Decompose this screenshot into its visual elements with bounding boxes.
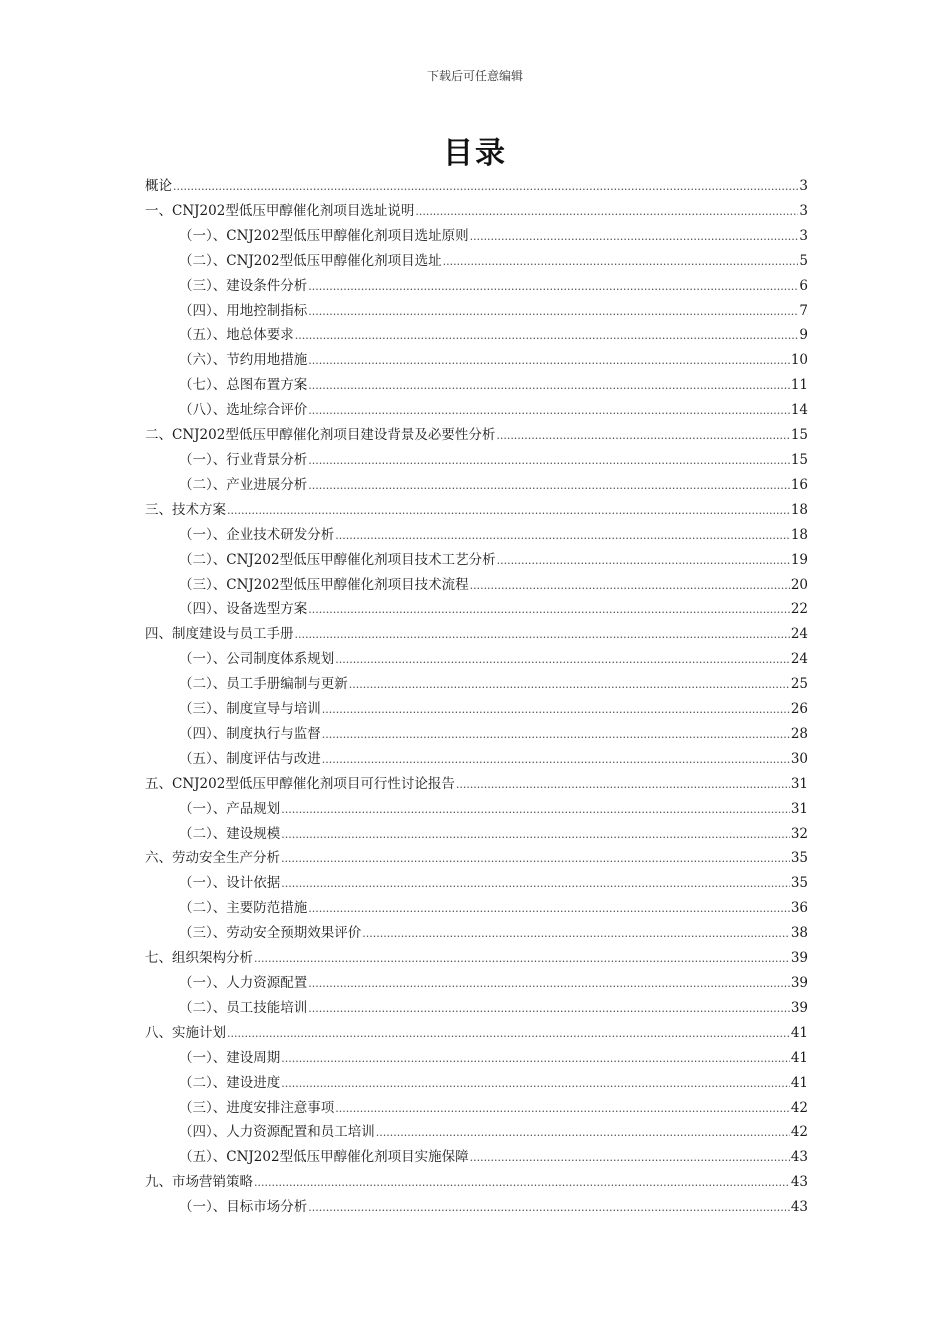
toc-entry[interactable] bbox=[145, 1021, 808, 1046]
dot-leader bbox=[497, 548, 790, 574]
toc-entry-text: （四）、设备选型方案 bbox=[179, 601, 308, 618]
dot-leader bbox=[362, 921, 790, 947]
dot-leader bbox=[376, 1120, 790, 1146]
toc-entry[interactable] bbox=[145, 423, 808, 448]
toc-title: 目录 bbox=[443, 136, 507, 171]
toc-entry-page: 25 bbox=[790, 676, 808, 693]
dot-leader bbox=[415, 199, 798, 225]
dot-leader bbox=[322, 697, 790, 723]
toc-entry[interactable] bbox=[145, 1145, 808, 1170]
toc-entry-text: （二）、建设进度 bbox=[179, 1074, 281, 1091]
dot-leader bbox=[308, 473, 790, 499]
dot-leader bbox=[308, 996, 790, 1022]
dot-leader bbox=[308, 896, 790, 922]
toc-entry-page: 10 bbox=[790, 352, 808, 369]
toc-entry-text: （二）、员工手册编制与更新 bbox=[179, 676, 348, 693]
toc-entry-page: 42 bbox=[790, 1124, 808, 1141]
dot-leader bbox=[281, 797, 790, 823]
toc-entry-page: 32 bbox=[790, 825, 808, 842]
toc-entry-page: 30 bbox=[790, 750, 808, 767]
toc-entry[interactable] bbox=[145, 622, 808, 647]
toc-entry[interactable] bbox=[145, 722, 808, 747]
toc-entry-text: （二）、员工技能培训 bbox=[179, 999, 308, 1016]
toc-entry[interactable] bbox=[145, 523, 808, 548]
toc-entry-text: 七、组织架构分析 bbox=[145, 950, 253, 967]
toc-entry-text: （三）、劳动安全预期效果评价 bbox=[179, 925, 362, 942]
dot-leader bbox=[254, 1170, 790, 1196]
toc-entry-page: 15 bbox=[790, 451, 808, 468]
toc-entry-page: 22 bbox=[790, 601, 808, 618]
toc-entry-text: （二）、CNJ202型低压甲醇催化剂项目技术工艺分析 bbox=[179, 551, 496, 568]
dot-leader bbox=[496, 423, 789, 449]
dot-leader bbox=[470, 224, 799, 250]
dot-leader bbox=[281, 822, 790, 848]
toc-entry-text: （一）、产品规划 bbox=[179, 800, 281, 817]
toc-entry-text: 九、市场营销策略 bbox=[145, 1174, 253, 1191]
toc-entry-page: 43 bbox=[790, 1149, 808, 1166]
toc-entry[interactable] bbox=[145, 1120, 808, 1145]
toc-entry-text: （五）、地总体要求 bbox=[179, 327, 294, 344]
toc-entry[interactable] bbox=[145, 174, 808, 199]
toc-entry[interactable] bbox=[145, 373, 808, 398]
dot-leader bbox=[281, 846, 790, 872]
toc-entry-text: （二）、主要防范措施 bbox=[179, 900, 308, 917]
toc-entry[interactable] bbox=[145, 797, 808, 822]
toc-entry-page: 3 bbox=[799, 178, 808, 194]
dot-leader bbox=[443, 249, 799, 275]
toc-entry-page: 38 bbox=[790, 925, 808, 942]
toc-entry[interactable] bbox=[145, 1046, 808, 1071]
toc-entry-text: （八）、选址综合评价 bbox=[179, 402, 308, 419]
toc-entry-page: 41 bbox=[790, 1024, 808, 1041]
dot-leader bbox=[349, 672, 790, 698]
toc-entry[interactable] bbox=[145, 946, 808, 971]
header-note: 下载后可任意编辑 bbox=[426, 69, 523, 83]
toc-entry-text: 六、劳动安全生产分析 bbox=[145, 850, 280, 867]
toc-entry[interactable] bbox=[145, 772, 808, 797]
toc-entry-page: 15 bbox=[790, 427, 808, 444]
toc-entry[interactable] bbox=[145, 448, 808, 473]
toc-entry[interactable] bbox=[145, 348, 808, 373]
toc-entry-page: 6 bbox=[799, 277, 808, 294]
dot-leader bbox=[227, 1021, 790, 1047]
toc-entry-text: （一）、行业背景分析 bbox=[179, 451, 308, 468]
dot-leader bbox=[281, 871, 790, 897]
toc-entry-text: （二）、产业进展分析 bbox=[179, 476, 308, 493]
dot-leader bbox=[295, 323, 799, 349]
dot-leader bbox=[456, 772, 790, 798]
toc-entry[interactable] bbox=[145, 249, 808, 274]
toc-entry-page: 41 bbox=[790, 1049, 808, 1066]
toc-entry-page: 24 bbox=[790, 651, 808, 668]
toc-entry-page: 5 bbox=[799, 252, 808, 269]
toc-entry[interactable] bbox=[145, 597, 808, 622]
toc-entry[interactable] bbox=[145, 1195, 808, 1220]
toc-entry-page: 16 bbox=[790, 476, 808, 493]
toc-entry-text: 八、实施计划 bbox=[145, 1024, 226, 1041]
toc-entry-text: （六）、节约用地措施 bbox=[179, 352, 308, 369]
toc-entry-text: 五、CNJ202型低压甲醇催化剂项目可行性讨论报告 bbox=[145, 775, 455, 792]
toc-entry-page: 43 bbox=[790, 1199, 808, 1216]
toc-entry[interactable] bbox=[145, 647, 808, 672]
toc-entry-page: 11 bbox=[790, 377, 808, 394]
toc-entry-text: （一）、公司制度体系规划 bbox=[179, 651, 335, 668]
table-of-contents bbox=[145, 174, 808, 1220]
toc-entry-text: （一）、CNJ202型低压甲醇催化剂项目选址原则 bbox=[179, 227, 469, 244]
dot-leader bbox=[173, 174, 798, 200]
toc-entry[interactable] bbox=[145, 573, 808, 598]
toc-entry-text: （四）、人力资源配置和员工培训 bbox=[179, 1124, 375, 1141]
toc-entry-text: （三）、制度宣导与培训 bbox=[179, 701, 321, 718]
toc-entry-page: 14 bbox=[790, 402, 808, 419]
toc-entry[interactable] bbox=[145, 697, 808, 722]
toc-entry-page: 31 bbox=[790, 775, 808, 792]
toc-entry[interactable] bbox=[145, 822, 808, 847]
toc-entry-page: 24 bbox=[790, 626, 808, 643]
toc-entry-page: 41 bbox=[790, 1074, 808, 1091]
toc-entry-text: （一）、设计依据 bbox=[179, 875, 281, 892]
dot-leader bbox=[470, 573, 790, 599]
toc-entry-text: （二）、CNJ202型低压甲醇催化剂项目选址 bbox=[179, 252, 442, 269]
toc-entry-page: 28 bbox=[790, 725, 808, 742]
toc-entry-text: （三）、进度安排注意事项 bbox=[179, 1099, 335, 1116]
toc-entry-text: （一）、企业技术研发分析 bbox=[179, 526, 335, 543]
dot-leader bbox=[308, 1195, 790, 1221]
toc-entry-text: 一、CNJ202型低压甲醇催化剂项目选址说明 bbox=[145, 202, 415, 219]
dot-leader bbox=[322, 747, 790, 773]
toc-entry[interactable] bbox=[145, 323, 808, 348]
toc-entry-page: 35 bbox=[790, 875, 808, 892]
dot-leader bbox=[254, 946, 790, 972]
toc-entry[interactable] bbox=[145, 871, 808, 896]
toc-entry[interactable] bbox=[145, 274, 808, 299]
toc-entry-page: 18 bbox=[790, 526, 808, 543]
toc-entry-text: 二、CNJ202型低压甲醇催化剂项目建设背景及必要性分析 bbox=[145, 427, 496, 444]
toc-entry-page: 35 bbox=[790, 850, 808, 867]
toc-entry-page: 42 bbox=[790, 1099, 808, 1116]
toc-entry-page: 36 bbox=[790, 900, 808, 917]
toc-entry[interactable] bbox=[145, 199, 808, 224]
dot-leader bbox=[308, 299, 798, 325]
toc-entry-text: （一）、建设周期 bbox=[179, 1049, 281, 1066]
toc-entry-page: 26 bbox=[790, 701, 808, 718]
toc-entry-page: 39 bbox=[790, 950, 808, 967]
toc-entry-page: 7 bbox=[799, 302, 808, 319]
toc-entry[interactable] bbox=[145, 1096, 808, 1121]
toc-entry-page: 20 bbox=[790, 576, 808, 593]
toc-entry-text: （一）、目标市场分析 bbox=[179, 1199, 308, 1216]
toc-entry[interactable] bbox=[145, 1071, 808, 1096]
toc-entry[interactable] bbox=[145, 846, 808, 871]
dot-leader bbox=[322, 722, 790, 748]
toc-entry-page: 18 bbox=[790, 501, 808, 518]
toc-entry-text: （一）、人力资源配置 bbox=[179, 975, 308, 991]
toc-entry[interactable] bbox=[145, 498, 808, 523]
toc-entry-text: （三）、CNJ202型低压甲醇催化剂项目技术流程 bbox=[179, 576, 469, 593]
dot-leader bbox=[335, 523, 790, 549]
dot-leader bbox=[335, 1096, 790, 1122]
toc-entry-text: 四、制度建设与员工手册 bbox=[145, 626, 294, 643]
toc-entry[interactable] bbox=[145, 971, 808, 996]
toc-entry[interactable] bbox=[145, 896, 808, 921]
toc-entry-text: （五）、CNJ202型低压甲醇催化剂项目实施保障 bbox=[179, 1149, 469, 1166]
toc-entry[interactable] bbox=[145, 473, 808, 498]
toc-entry-page: 39 bbox=[790, 975, 808, 991]
toc-entry-page: 9 bbox=[799, 327, 808, 344]
toc-entry-page: 19 bbox=[790, 551, 808, 568]
toc-entry[interactable] bbox=[145, 299, 808, 324]
toc-entry-text: （二）、建设规模 bbox=[179, 825, 281, 842]
dot-leader bbox=[281, 1046, 790, 1072]
toc-entry-page: 3 bbox=[799, 202, 808, 219]
toc-entry[interactable] bbox=[145, 1170, 808, 1195]
dot-leader bbox=[308, 373, 790, 399]
toc-entry-text: （七）、总图布置方案 bbox=[179, 377, 308, 394]
toc-entry-text: 三、技术方案 bbox=[145, 501, 226, 518]
toc-entry-page: 43 bbox=[790, 1174, 808, 1191]
toc-entry-text: （四）、用地控制指标 bbox=[179, 302, 308, 319]
dot-leader bbox=[227, 498, 790, 524]
toc-entry-text: 概论 bbox=[145, 178, 172, 194]
toc-entry[interactable] bbox=[145, 996, 808, 1021]
dot-leader bbox=[281, 1071, 790, 1097]
dot-leader bbox=[295, 622, 790, 648]
toc-entry-page: 3 bbox=[799, 227, 808, 244]
toc-entry-text: （四）、制度执行与监督 bbox=[179, 725, 321, 742]
toc-entry[interactable] bbox=[145, 548, 808, 573]
dot-leader bbox=[470, 1145, 790, 1171]
dot-leader bbox=[335, 647, 790, 673]
toc-entry-page: 39 bbox=[790, 999, 808, 1016]
dot-leader bbox=[308, 398, 790, 424]
toc-entry[interactable] bbox=[145, 921, 808, 946]
dot-leader bbox=[308, 274, 798, 300]
toc-entry-page: 31 bbox=[790, 800, 808, 817]
toc-entry-text: （五）、制度评估与改进 bbox=[179, 750, 321, 767]
toc-entry[interactable] bbox=[145, 747, 808, 772]
dot-leader bbox=[308, 597, 790, 623]
dot-leader bbox=[308, 348, 790, 374]
dot-leader bbox=[308, 971, 790, 997]
dot-leader bbox=[308, 448, 790, 474]
toc-entry[interactable] bbox=[145, 672, 808, 697]
toc-entry-text: （三）、建设条件分析 bbox=[179, 277, 308, 294]
toc-entry[interactable] bbox=[145, 224, 808, 249]
toc-entry[interactable] bbox=[145, 398, 808, 423]
